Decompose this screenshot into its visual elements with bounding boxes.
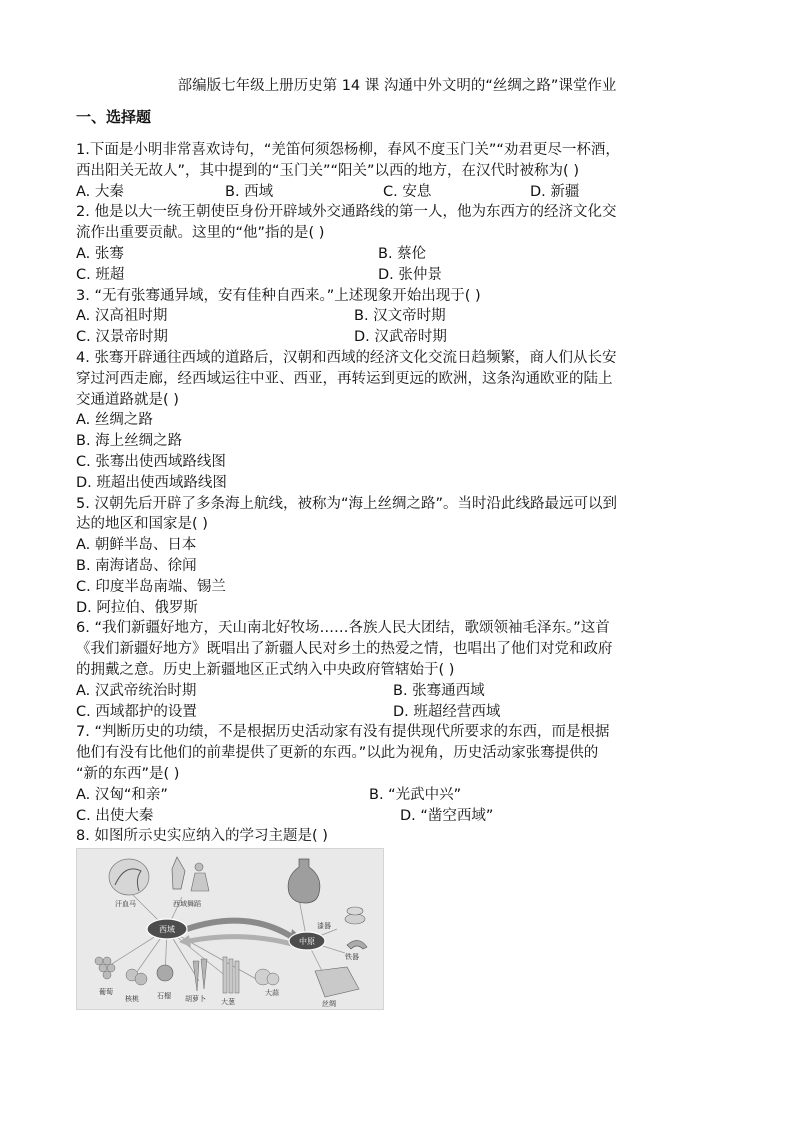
- label-carrot: 胡萝卜: [185, 995, 206, 1003]
- q7-option-a[interactable]: A. 汉匈“和亲”: [76, 786, 168, 803]
- grape-icon: [95, 957, 115, 979]
- q2-option-b[interactable]: B. 蔡伦: [378, 246, 427, 262]
- label-onion: 大葱: [221, 998, 235, 1006]
- node-west-label: 西域: [159, 925, 175, 934]
- exchange-figure: [76, 848, 384, 1010]
- q4-option-b[interactable]: B. 海上丝绸之路: [76, 433, 183, 450]
- q5-option-b[interactable]: B. 南海诸岛、徐闻: [76, 558, 197, 574]
- q3-option-d[interactable]: D. 汉武帝时期: [354, 329, 447, 346]
- silk-icon: [315, 967, 359, 997]
- q3-option-a[interactable]: A. 汉高祖时期: [76, 308, 168, 325]
- section-heading: 一、选择题: [76, 108, 152, 126]
- q1-option-d[interactable]: D. 新疆: [530, 183, 580, 200]
- label-pomegranate: 石榴: [157, 992, 171, 1000]
- q2-option-a[interactable]: A. 张骞: [76, 246, 124, 262]
- q1-option-a[interactable]: A. 大秦: [76, 183, 124, 200]
- q5-option-d[interactable]: D. 阿拉伯、俄罗斯: [76, 599, 198, 616]
- q6-line-1: 6. “我们新疆好地方，天山南北好牧场……各族人民大团结，歌颂领袖毛泽东。”这首: [76, 620, 610, 637]
- pomegranate-icon: [157, 965, 173, 981]
- q7-option-d[interactable]: D. “凿空西域”: [400, 807, 494, 824]
- label-iron: 铁器: [345, 953, 359, 961]
- onion-icon: [223, 957, 239, 993]
- label-garlic: 大蒜: [265, 989, 279, 997]
- dance-icon: [172, 857, 209, 891]
- q6-option-b[interactable]: B. 张骞通西域: [393, 682, 485, 699]
- node-west: [147, 919, 187, 939]
- label-lacquer: 漆器: [317, 922, 331, 930]
- q7-option-c[interactable]: C. 出使大秦: [76, 807, 154, 824]
- q7-line-3: “新的东西”是( ): [76, 766, 180, 782]
- q2-line-1: 2. 他是以大一统王朝使臣身份开辟域外交通路线的第一人，他为东西方的经济文化交: [76, 204, 617, 221]
- q4-line-3: 交通道路就是( ): [76, 391, 179, 408]
- lacquer-icon: [345, 907, 365, 924]
- q6-option-a[interactable]: A. 汉武帝统治时期: [76, 682, 197, 699]
- label-dance: 西域舞蹈: [173, 900, 201, 908]
- vase-icon: [288, 859, 320, 903]
- q5-option-a[interactable]: A. 朝鲜半岛、日本: [76, 537, 197, 554]
- walnut-icon: [126, 969, 147, 985]
- q4-line-2: 穿过河西走廊，经西域运往中亚、西亚，再转运到更远的欧洲，这条沟通欧亚的陆上: [76, 370, 613, 387]
- q7-line-1: 7. “判断历史的功绩，不是根据历史活动家有没有提供现代所要求的东西，而是根据: [76, 724, 610, 741]
- exchange-diagram: [77, 849, 383, 1009]
- q4-option-a[interactable]: A. 丝绸之路: [76, 412, 153, 429]
- q5-line-1: 5. 汉朝先后开辟了多条海上航线，被称为“海上丝绸之路”。当时沿此线路最远可以到: [76, 495, 617, 512]
- label-walnut: 核桃: [125, 995, 139, 1003]
- q2-line-2: 流作出重要贡献。这里的“他”指的是( ): [76, 225, 325, 242]
- label-silk: 丝绸: [322, 1000, 336, 1008]
- horse-icon: [109, 859, 149, 895]
- q4-option-d[interactable]: D. 班超出使西域路线图: [76, 474, 227, 491]
- iron-icon: [347, 940, 367, 949]
- q6-line-2: 《我们新疆好地方》既唱出了新疆人民对乡土的热爱之情，也唱出了他们对党和政府: [76, 641, 613, 658]
- exchange-arrow-west: [189, 937, 292, 944]
- garlic-icon: [255, 969, 279, 985]
- label-grape: 葡萄: [99, 988, 113, 996]
- carrot-icon: [193, 959, 207, 991]
- q4-option-c[interactable]: C. 张骞出使西域路线图: [76, 454, 226, 470]
- q1-line-2: 西出阳关无故人”，其中提到的“玉门关”“阳关”以西的地方，在汉代时被称为( ): [76, 162, 579, 179]
- label-horse: 汗血马: [115, 900, 136, 908]
- node-central-label: 中原: [299, 937, 315, 946]
- q7-line-2: 他们有没有比他们的前辈提供了更新的东西。”以此为视角，历史活动家张骞提供的: [76, 745, 599, 762]
- q2-option-c[interactable]: C. 班超: [76, 266, 125, 283]
- q2-option-d[interactable]: D. 张仲景: [378, 266, 442, 283]
- worksheet-title: 部编版七年级上册历史第 14 课 沟通中外文明的“丝绸之路”课堂作业: [177, 78, 617, 94]
- q3-option-c[interactable]: C. 汉景帝时期: [76, 329, 168, 346]
- q1-option-c[interactable]: C. 安息: [383, 183, 432, 200]
- q4-line-1: 4. 张骞开辟通往西域的道路后，汉朝和西域的经济文化交流日趋频繁，商人们从长安: [76, 350, 617, 366]
- node-central: [289, 932, 325, 950]
- q5-line-2: 达的地区和国家是( ): [76, 516, 208, 533]
- q6-option-d[interactable]: D. 班超经营西域: [393, 703, 501, 720]
- q7-option-b[interactable]: B. “光武中兴”: [369, 786, 462, 803]
- q6-line-3: 的拥戴之意。历史上新疆地区正式纳入中央政府管辖始于( ): [76, 662, 455, 678]
- q1-line-1: 1.下面是小明非常喜欢诗句，“羌笛何须怨杨柳，春风不度玉门关”“劝君更尽一杯酒，: [76, 142, 620, 158]
- q3-line-1: 3. “无有张骞通异域，安有佳种自西来。”上述现象开始出现于( ): [76, 287, 481, 304]
- q3-option-b[interactable]: B. 汉文帝时期: [354, 308, 446, 325]
- q5-option-c[interactable]: C. 印度半岛南端、锡兰: [76, 578, 226, 595]
- q6-option-c[interactable]: C. 西域都护的设置: [76, 703, 197, 720]
- q8-line-1: 8. 如图所示史实应纳入的学习主题是( ): [76, 828, 328, 845]
- q1-option-b[interactable]: B. 西域: [225, 183, 274, 200]
